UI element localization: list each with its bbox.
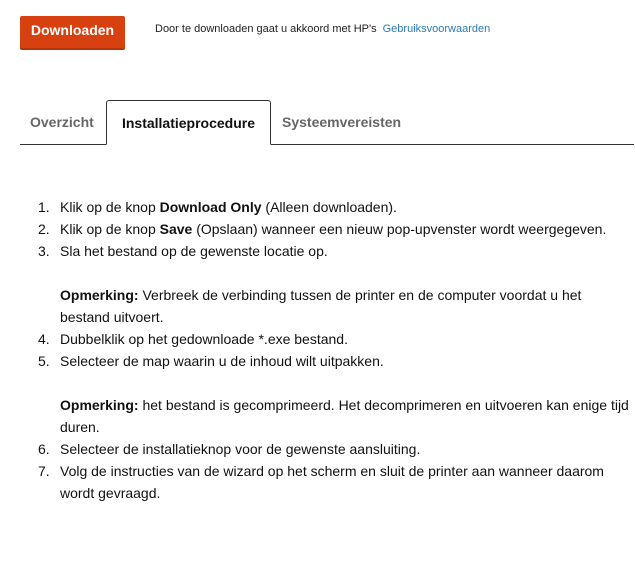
note-text: het bestand is gecomprimeerd. Het decomprimeren en uitvoeren kan enige tijd duren. [60,397,629,435]
steps-list [30,196,630,262]
step-text: Klik op de knop [60,199,160,215]
step-number: 3. [38,243,50,259]
step-text: Dubbelklik op het gedownloade *.exe bestand. [60,331,348,347]
step-text: Selecteer de map waarin u de inhoud wilt uitpakken. [60,353,384,369]
download-button[interactable]: Downloaden [20,16,125,48]
tab-system-requirements[interactable]: Systeemvereisten [282,114,402,130]
step-number: 4. [38,331,50,347]
step-text-end: (Alleen downloaden). [261,199,397,215]
tab-overview[interactable]: Overzicht [30,114,94,130]
note-2 [30,394,630,438]
step-number: 2. [38,221,50,237]
step-2 [30,218,630,240]
terms-of-use-link[interactable]: Gebruiksvoorwaarden [382,23,491,35]
agreement-notice [155,23,490,35]
step-text: Volg de instructies van de wizard op het scherm en sluit de printer aan wanneer daarom wordt gevraagd. [60,463,604,501]
step-bold: Download Only [159,199,262,215]
step-3 [30,240,630,262]
installation-instructions [30,196,630,504]
step-7 [30,460,630,504]
step-number: 5. [38,353,50,369]
step-6 [30,438,630,460]
note-text: Verbreek de verbinding tussen de printer en de computer voordat u het bestand uitvoert. [60,287,582,325]
note-label: Opmerking: [60,287,139,303]
step-text: Klik op de knop [60,221,160,237]
step-1 [30,196,630,218]
note-label: Opmerking: [60,397,139,413]
step-5 [30,350,630,372]
step-4 [30,328,630,350]
tab-installation-procedure[interactable]: Installatieprocedure [106,100,271,145]
step-bold: Save [159,221,193,237]
tab-bar [20,100,634,145]
agreement-text: Door te downloaden gaat u akkoord met HP's [155,23,377,35]
step-number: 6. [38,441,50,457]
step-number: 7. [38,463,50,479]
steps-list-continued [30,328,630,372]
step-text: Sla het bestand op de gewenste locatie op. [60,243,328,259]
step-text-end: (Opslaan) wanneer een nieuw pop-upvenster wordt weergegeven. [192,221,607,237]
step-text: Selecteer de installatieknop voor de gewenste aansluiting. [60,441,421,457]
step-number: 1. [38,199,50,215]
note-1 [30,284,630,328]
download-bar [20,16,620,48]
steps-list-final [30,438,630,504]
